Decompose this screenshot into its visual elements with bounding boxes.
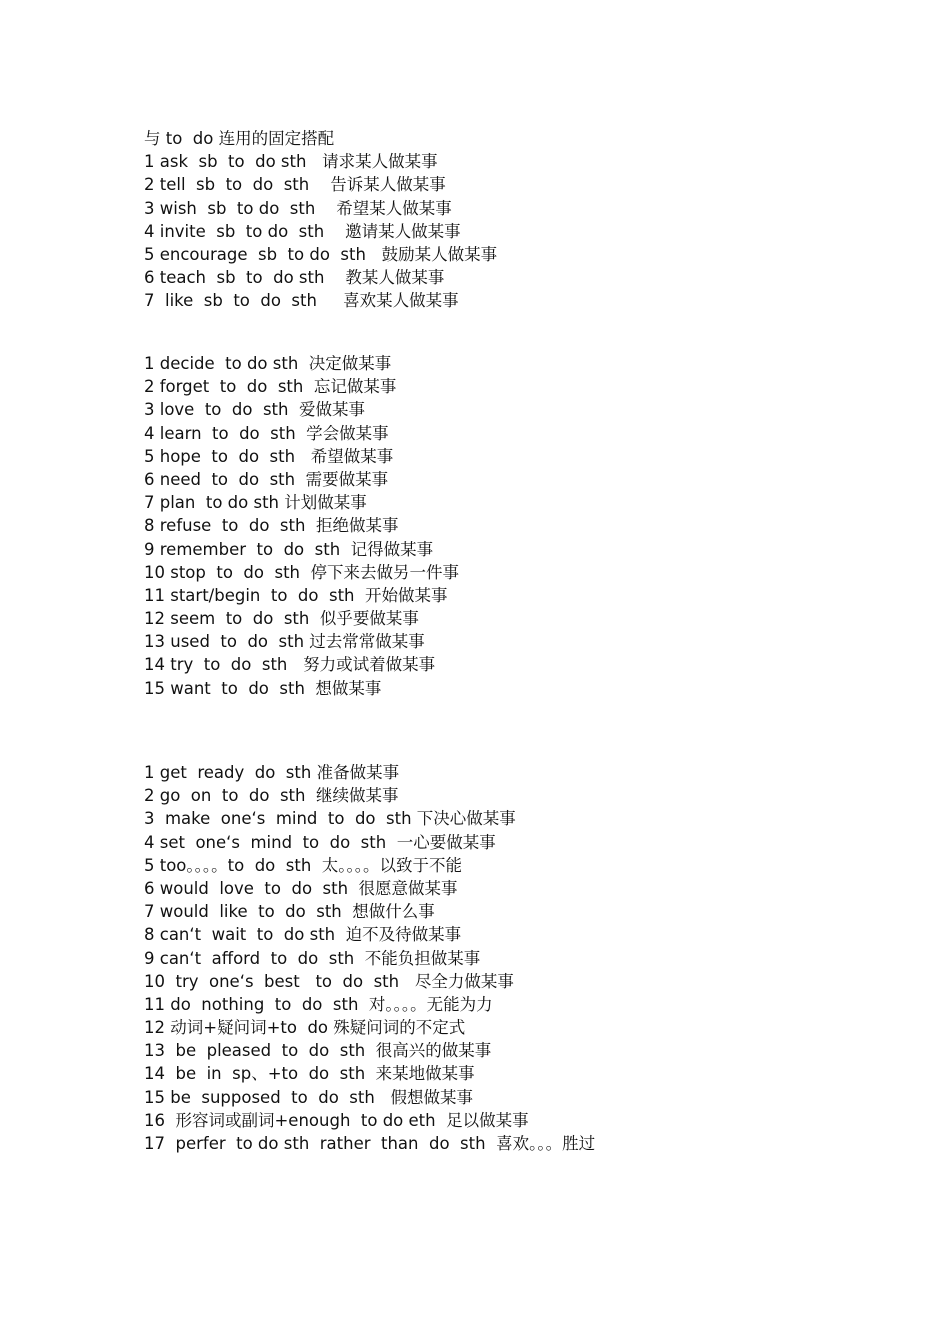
phrase-line: 1 get ready do sth 准备做某事 — [144, 763, 400, 782]
phrase-line: 1 decide to do sth 决定做某事 — [144, 354, 392, 373]
phrase-line: 10 stop to do sth 停下来去做另一件事 — [144, 562, 459, 582]
phrase-line: 12 动词+疑问词+to do 殊疑问词的不定式 — [144, 1018, 466, 1038]
phrase-line: 14 be in sp、+to do sth 来某地做某事 — [144, 1064, 475, 1084]
section-heading: 与 to do 连用的固定搭配 — [144, 129, 335, 148]
phrase-line: 6 would love to do sth 很愿意做某事 — [144, 878, 458, 898]
phrase-line: 14 try to do sth 努力或试着做某事 — [144, 655, 436, 675]
phrase-line: 1 ask sb to do sth 请求某人做某事 — [144, 152, 438, 172]
phrase-line: 13 used to do sth 过去常常做某事 — [144, 632, 425, 652]
phrase-line: 5 encourage sb to do sth 鼓励某人做某事 — [144, 244, 498, 264]
phrase-line: 16 形容词或副词+enough to do eth 足以做某事 — [144, 1110, 529, 1130]
phrase-line: 10 try one‘s best to do sth 尽全力做某事 — [144, 971, 514, 991]
phrase-line: 6 teach sb to do sth 教某人做某事 — [144, 268, 445, 288]
section-verb-to-do — [144, 352, 459, 700]
phrase-line: 12 seem to do sth 似乎要做某事 — [144, 609, 419, 629]
phrase-line: 11 do nothing to do sth 对。。。。无能为力 — [144, 994, 493, 1014]
phrase-line: 4 invite sb to do sth 邀请某人做某事 — [144, 221, 461, 241]
phrase-line: 8 can‘t wait to do sth 迫不及待做某事 — [144, 925, 462, 945]
phrase-line: 2 tell sb to do sth 告诉某人做某事 — [144, 175, 446, 195]
phrase-line: 13 be pleased to do sth 很高兴的做某事 — [144, 1041, 492, 1061]
phrase-line: 17 perfer to do sth rather than do sth 喜欢。。。胜过 — [144, 1134, 596, 1153]
phrase-line: 7 like sb to do sth 喜欢某人做某事 — [144, 291, 459, 311]
phrase-line: 7 would like to do sth 想做什么事 — [144, 902, 435, 922]
phrase-line: 11 start/begin to do sth 开始做某事 — [144, 585, 448, 605]
phrase-line: 4 set one‘s mind to do sth 一心要做某事 — [144, 832, 496, 852]
phrase-line: 3 wish sb to do sth 希望某人做某事 — [144, 198, 452, 218]
section-fixed-phrases-sb — [144, 127, 497, 313]
phrase-line: 9 remember to do sth 记得做某事 — [144, 539, 434, 559]
phrase-line: 2 forget to do sth 忘记做某事 — [144, 377, 397, 397]
phrase-line: 15 be supposed to do sth 假想做某事 — [144, 1087, 474, 1107]
phrase-line: 5 too。。。。to do sth 太。。。。以致于不能 — [144, 855, 463, 875]
phrase-line: 15 want to do sth 想做某事 — [144, 678, 382, 698]
phrase-line: 4 learn to do sth 学会做某事 — [144, 423, 389, 443]
phrase-line: 3 make one‘s mind to do sth 下决心做某事 — [144, 809, 516, 829]
section-other-phrases — [144, 761, 595, 1155]
phrase-line: 7 plan to do sth 计划做某事 — [144, 493, 367, 513]
phrase-line: 9 can‘t afford to do sth 不能负担做某事 — [144, 948, 481, 968]
phrase-line: 8 refuse to do sth 拒绝做某事 — [144, 516, 399, 536]
phrase-line: 6 need to do sth 需要做某事 — [144, 469, 389, 489]
phrase-line: 2 go on to do sth 继续做某事 — [144, 786, 399, 806]
phrase-line: 5 hope to do sth 希望做某事 — [144, 446, 394, 466]
phrase-line: 3 love to do sth 爱做某事 — [144, 400, 365, 420]
